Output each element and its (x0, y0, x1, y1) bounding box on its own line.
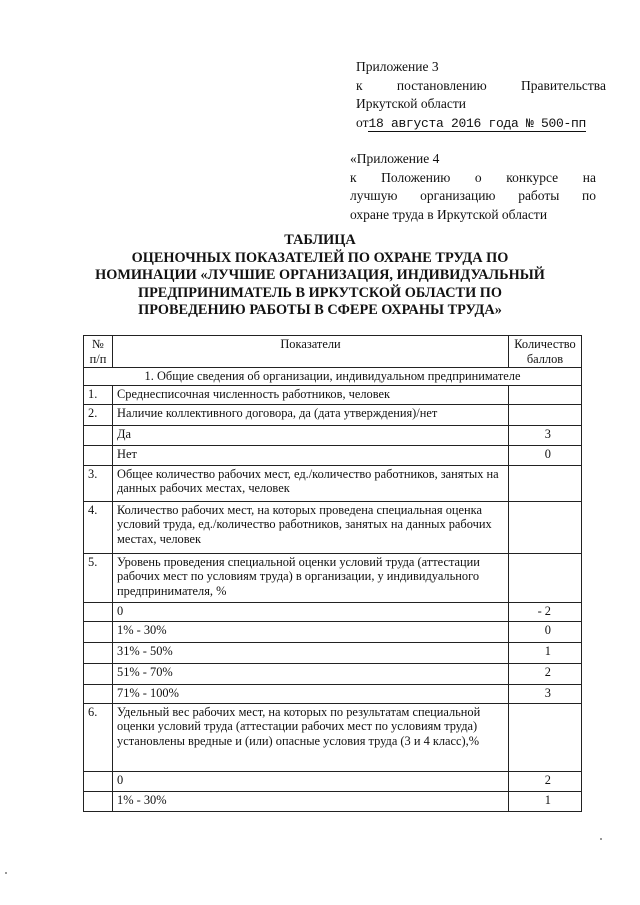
table-row (84, 663, 582, 684)
row-num-cell (84, 621, 113, 642)
row-points-cell: 0 (509, 445, 582, 465)
header-num: № п/п (84, 336, 113, 368)
scan-speck (600, 838, 602, 840)
document-title (60, 232, 580, 320)
annex-3-date: 18 августа 2016 года № 500-пп (368, 115, 587, 131)
row-points-cell: 3 (509, 684, 582, 703)
table-row (84, 445, 582, 465)
row-indicator-cell: Уровень проведения специальной оценки условий труда (аттестации рабочих мест по условиям труда) в организации, у индивидуального предпринимателя, % (113, 553, 509, 602)
title-line-4: ПРЕДПРИНИМАТЕЛЬ В ИРКУТСКОЙ ОБЛАСТИ ПО (137, 284, 503, 301)
table-row (84, 385, 582, 404)
title-line-1: ТАБЛИЦА (284, 232, 356, 248)
annex-4-block (350, 150, 596, 224)
row-num-cell: 6. (84, 703, 113, 771)
annex-3-title: Приложение 3 (356, 59, 439, 74)
row-num-cell (84, 425, 113, 445)
annex-3-date-line (356, 114, 606, 133)
title-line-5: ПРОВЕДЕНИЮ РАБОТЫ В СФЕРЕ ОХРАНЫ ТРУДА» (138, 302, 502, 318)
table-row (84, 771, 582, 791)
table-row (84, 404, 582, 425)
annex-4-line-2: к Положению о конкурсе на (350, 169, 596, 185)
table-row (84, 642, 582, 663)
row-num-cell (84, 663, 113, 684)
row-num-cell: 4. (84, 501, 113, 553)
row-num-cell (84, 791, 113, 811)
section-heading: 1. Общие сведения об организации, индивидуальном предпринимателе (84, 368, 582, 386)
annex-3-block (356, 58, 606, 132)
row-points-cell: 1 (509, 791, 582, 811)
row-points-cell: - 2 (509, 602, 582, 621)
table-row (84, 553, 582, 602)
table-header-row (84, 336, 582, 368)
row-points-cell (509, 703, 582, 771)
header-indicators: Показатели (113, 336, 509, 368)
row-num-cell: 5. (84, 553, 113, 602)
row-num-cell (84, 602, 113, 621)
annex-4-title: «Приложение 4 (350, 151, 440, 166)
row-points-cell (509, 465, 582, 501)
row-points-cell (509, 553, 582, 602)
row-indicator-cell: 51% - 70% (113, 663, 509, 684)
row-points-cell (509, 501, 582, 553)
row-num-cell: 2. (84, 404, 113, 425)
row-indicator-cell: 1% - 30% (113, 621, 509, 642)
row-indicator-cell: 1% - 30% (113, 791, 509, 811)
row-points-cell: 2 (509, 771, 582, 791)
row-indicator-cell: Общее количество рабочих мест, ед./количество работников, занятых на данных рабочих местах, человек (113, 465, 509, 501)
table-row (84, 501, 582, 553)
row-indicator-cell: 71% - 100% (113, 684, 509, 703)
table-row (84, 602, 582, 621)
row-indicator-cell: Нет (113, 445, 509, 465)
row-num-cell: 3. (84, 465, 113, 501)
row-num-cell (84, 642, 113, 663)
annex-4-line-3: лучшую организацию работы по (350, 188, 596, 203)
table-row (84, 703, 582, 771)
annex-3-resolution: к постановлению Правительства (356, 77, 606, 93)
row-num-cell (84, 445, 113, 465)
table-row (84, 791, 582, 811)
table-row (84, 684, 582, 703)
row-points-cell (509, 385, 582, 404)
row-points-cell: 2 (509, 663, 582, 684)
row-indicator-cell: 0 (113, 602, 509, 621)
row-num-cell (84, 771, 113, 791)
header-points: Количество баллов (509, 336, 582, 368)
title-line-2: ОЦЕНОЧНЫХ ПОКАЗАТЕЛЕЙ ПО ОХРАНЕ ТРУДА ПО (131, 249, 509, 266)
row-indicator-cell: 31% - 50% (113, 642, 509, 663)
annex-3-date-prefix: от (356, 114, 369, 130)
table-row (84, 621, 582, 642)
row-num-cell: 1. (84, 385, 113, 404)
row-indicator-cell: 0 (113, 771, 509, 791)
table-row (84, 465, 582, 501)
row-points-cell: 0 (509, 621, 582, 642)
table-row (84, 425, 582, 445)
row-points-cell: 3 (509, 425, 582, 445)
row-indicator-cell: Среднесписочная численность работников, человек (113, 385, 509, 404)
section-row (84, 368, 582, 386)
row-points-cell (509, 404, 582, 425)
row-indicator-cell: Да (113, 425, 509, 445)
row-points-cell: 1 (509, 642, 582, 663)
row-indicator-cell: Удельный вес рабочих мест, на которых по результатам специальной оценки условий труда (аттестации рабочих мест по условиям труда) установлены вредные и (или) опасные условия труда (3 и 4 класс),% (113, 703, 509, 771)
indicators-table (83, 335, 582, 812)
row-indicator-cell: Наличие коллективного договора, да (дата утверждения)/нет (113, 404, 509, 425)
row-indicator-cell: Количество рабочих мест, на которых проведена специальная оценка условий труда, ед./количество работников, занятых на данных рабочих местах, человек (113, 501, 509, 553)
scan-speck (5, 872, 7, 874)
row-num-cell (84, 684, 113, 703)
annex-4-line-4: охране труда в Иркутской области (350, 206, 548, 222)
title-line-3: НОМИНАЦИИ «ЛУЧШИЕ ОРГАНИЗАЦИЯ, ИНДИВИДУАЛЬНЫЙ (95, 267, 545, 283)
annex-3-region: Иркутской области (356, 96, 467, 111)
